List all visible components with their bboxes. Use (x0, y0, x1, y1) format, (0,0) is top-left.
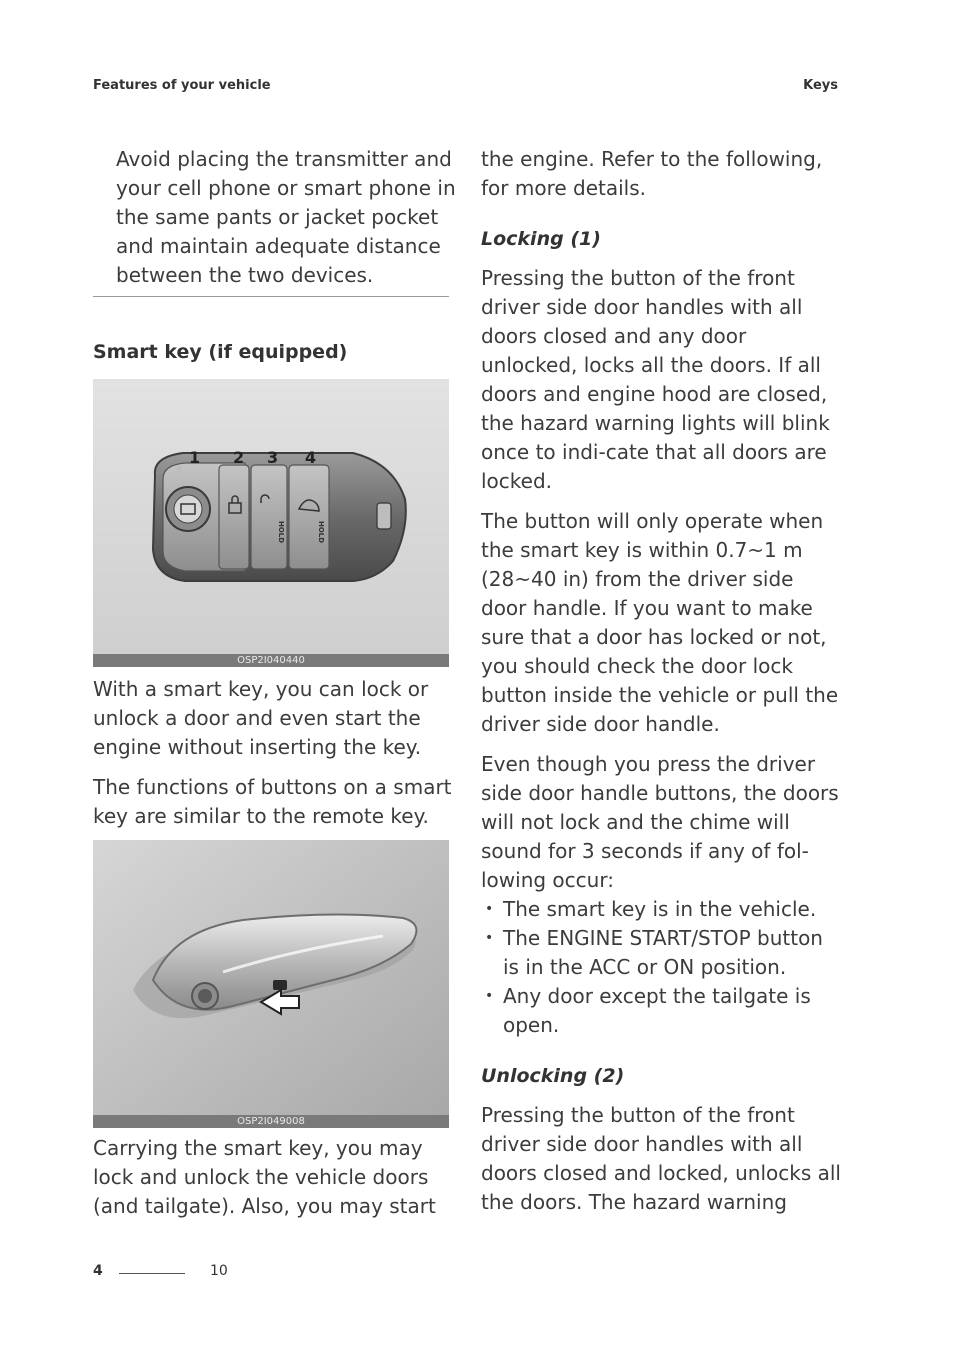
paragraph: Even though you press the driver side door handle buttons, the doors will not lock and the chime will sound for 3 seconds if any of fol-lowing occur: (481, 752, 839, 892)
callout-3: 3 (267, 448, 279, 467)
door-handle-illustration (93, 840, 449, 1115)
running-header-section: Features of your vehicle (93, 78, 271, 93)
hold-label-4: HOLD (317, 521, 325, 544)
paragraph: Pressing the button of the front driver side door handles with all doors closed and locked, unlocks all the doors. The hazard warning (481, 1103, 841, 1214)
locking-heading: Locking (1) (481, 228, 601, 250)
callout-4: 4 (305, 448, 317, 467)
unlocking-heading: Unlocking (2) (481, 1065, 625, 1087)
paragraph: Pressing the button of the front driver side door handles with all doors closed and any door unlocked, locks all the doors. If all doors and engine hood are closed, the hazard warning lights will blink once to indi-cate that all doors are locked. (481, 266, 830, 493)
hold-label-3: HOLD (277, 521, 285, 544)
door-handle-figure (93, 840, 449, 1128)
paragraph: With a smart key, you can lock or unlock a door and even start the engine without inserting the key. (93, 677, 429, 759)
paragraph: The button will only operate when the smart key is within 0.7~1 m (28~40 in) from the driver side door handle. If you want to make sure that a door has locked or not, you should check the door lock button inside the vehicle or pull the driver side door handle. (481, 509, 839, 736)
list-item: • The smart key is in the vehicle. (481, 895, 841, 924)
smart-key-figure (93, 379, 449, 667)
left-column-bottom-text (93, 1134, 453, 1232)
section-title: Smart key (if equipped) (93, 341, 348, 363)
page-number: 10 (210, 1263, 228, 1279)
divider (93, 296, 449, 297)
footer-rule (119, 1273, 185, 1274)
smart-key-illustration (93, 379, 449, 654)
note-text: Avoid placing the transmitter and your cell phone or smart phone in the same pants or jacket pocket and maintain adequate distance between the two devices. (116, 147, 456, 287)
figure-caption: OSP2I040440 (93, 654, 449, 667)
callout-1: 1 (189, 448, 201, 467)
paragraph: The functions of buttons on a smart key are similar to the remote key. (93, 775, 452, 828)
figure-caption: OSP2I049008 (93, 1115, 449, 1128)
list-item: • Any door except the tailgate is open. (481, 982, 841, 1040)
chapter-number: 4 (93, 1263, 103, 1279)
callout-2: 2 (233, 448, 245, 467)
paragraph: Carrying the smart key, you may lock and unlock the vehicle doors (and tailgate). Also, you may start (93, 1136, 436, 1218)
right-column-text (481, 145, 841, 1228)
conditions-list (481, 895, 841, 1040)
paragraph: the engine. Refer to the following, for more details. (481, 147, 823, 200)
left-column-text (93, 675, 453, 842)
running-header-topic: Keys (803, 78, 838, 93)
list-item: • The ENGINE START/STOP button is in the ACC or ON position. (481, 924, 841, 982)
